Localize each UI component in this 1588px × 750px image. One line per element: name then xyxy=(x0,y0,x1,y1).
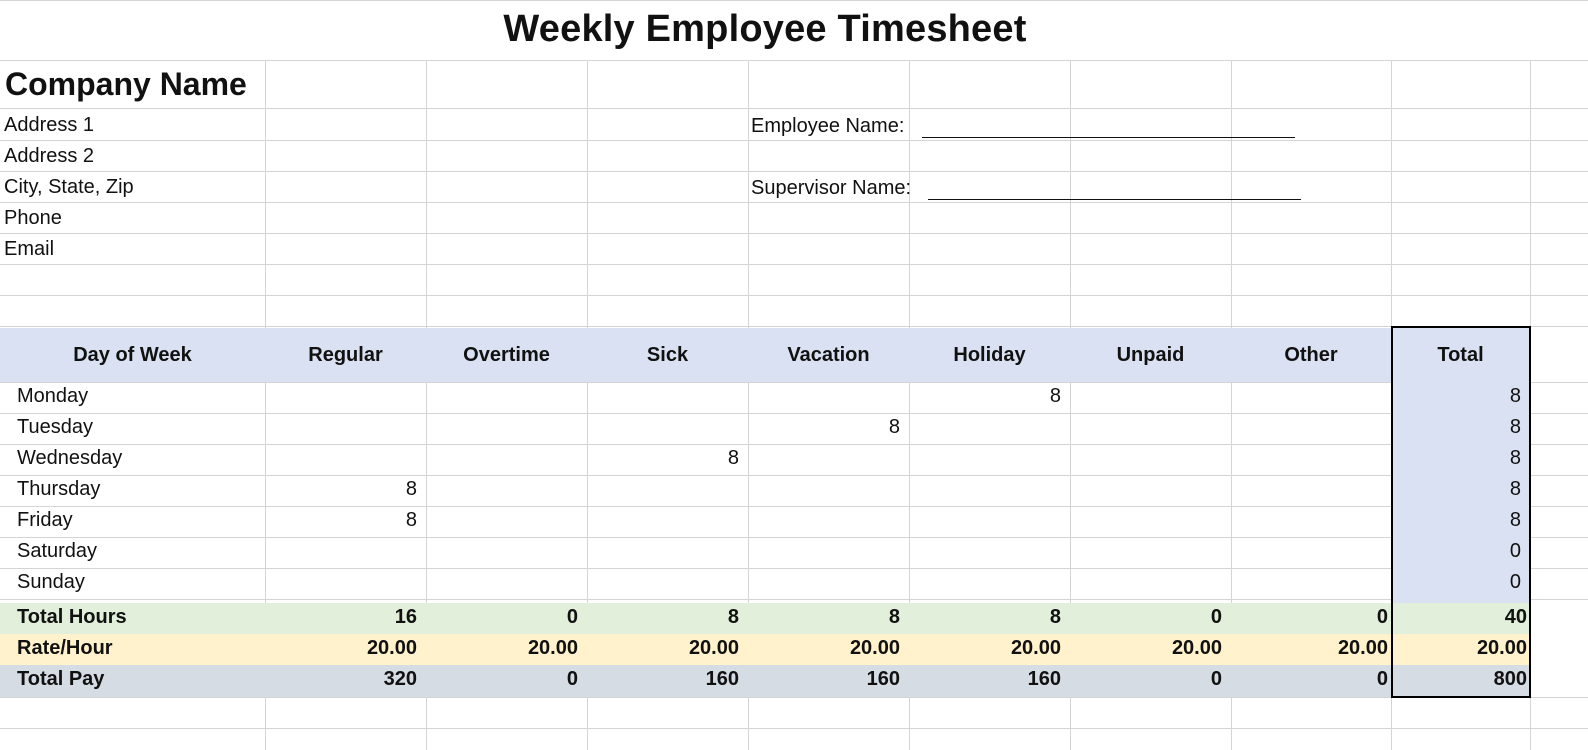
grid-row-line xyxy=(0,444,1588,445)
summary-value[interactable]: 160 xyxy=(866,668,900,690)
grid-row-line xyxy=(0,233,1588,234)
summary-value[interactable]: 320 xyxy=(383,668,417,690)
city-state-zip[interactable]: City, State, Zip xyxy=(4,176,134,198)
grid-row-line xyxy=(0,264,1588,265)
hours-cell[interactable] xyxy=(426,478,578,504)
summary-label: Total Hours xyxy=(17,606,127,628)
day-total-cell[interactable]: 8 xyxy=(1509,509,1521,531)
hours-cell[interactable] xyxy=(1231,447,1382,473)
grid-row-line xyxy=(0,506,1588,507)
column-header: Overtime xyxy=(463,344,550,366)
summary-value[interactable]: 8 xyxy=(727,606,739,628)
day-total-cell[interactable]: 8 xyxy=(1509,416,1521,438)
hours-cell[interactable] xyxy=(426,509,578,535)
summary-label: Rate/Hour xyxy=(17,637,113,659)
grid-row-line xyxy=(0,0,1588,1)
hours-cell[interactable] xyxy=(748,540,900,566)
summary-value[interactable]: 8 xyxy=(888,606,900,628)
summary-value[interactable]: 0 xyxy=(1210,606,1222,628)
summary-value[interactable]: 0 xyxy=(1376,606,1388,628)
hours-cell[interactable] xyxy=(587,509,739,535)
grid-row-line xyxy=(0,413,1588,414)
hours-cell[interactable] xyxy=(265,571,417,597)
column-header: Vacation xyxy=(787,344,870,366)
grid-row-line xyxy=(0,537,1588,538)
hours-cell[interactable] xyxy=(426,416,578,442)
hours-cell[interactable] xyxy=(909,571,1061,597)
grid-row-line xyxy=(0,202,1588,203)
day-label: Tuesday xyxy=(17,416,93,438)
hours-cell[interactable]: 8 xyxy=(1049,385,1061,407)
hours-cell[interactable] xyxy=(1070,540,1222,566)
column-header: Sick xyxy=(646,344,689,366)
summary-value[interactable]: 0 xyxy=(1210,668,1222,690)
summary-value[interactable]: 160 xyxy=(1027,668,1061,690)
summary-value[interactable]: 20.00 xyxy=(688,637,739,659)
grid-row-line xyxy=(0,697,1588,698)
summary-value[interactable]: 8 xyxy=(1049,606,1061,628)
hours-cell[interactable] xyxy=(748,385,900,411)
column-header: Other xyxy=(1284,344,1338,366)
employee-name-label: Employee Name: xyxy=(751,115,905,137)
hours-cell[interactable] xyxy=(1070,509,1222,535)
summary-label: Total Pay xyxy=(17,668,105,690)
grid-row-line xyxy=(0,475,1588,476)
hours-cell[interactable] xyxy=(909,447,1061,473)
day-total-cell[interactable]: 8 xyxy=(1509,385,1521,407)
grid-row-line xyxy=(0,60,1588,61)
column-header: Day of Week xyxy=(73,344,192,366)
day-total-cell[interactable]: 0 xyxy=(1509,540,1521,562)
company-name[interactable]: Company Name xyxy=(5,66,247,102)
hours-cell[interactable] xyxy=(265,447,417,473)
day-label: Saturday xyxy=(17,540,98,562)
day-label: Friday xyxy=(17,509,73,531)
grid-row-line xyxy=(0,108,1588,109)
grid-row-line xyxy=(0,295,1588,296)
summary-value[interactable]: 20.00 xyxy=(366,637,417,659)
grid-row-line xyxy=(0,728,1588,729)
hours-cell[interactable] xyxy=(909,478,1061,504)
hours-cell[interactable] xyxy=(587,540,739,566)
summary-value[interactable]: 40 xyxy=(1504,606,1527,628)
summary-value[interactable]: 0 xyxy=(566,606,578,628)
day-label: Wednesday xyxy=(17,447,123,469)
grid-row-line xyxy=(0,171,1588,172)
hours-cell[interactable] xyxy=(748,571,900,597)
hours-cell[interactable] xyxy=(265,416,417,442)
hours-cell[interactable] xyxy=(1231,571,1382,597)
column-header: Total xyxy=(1437,344,1484,366)
hours-cell[interactable] xyxy=(1070,478,1222,504)
summary-value[interactable]: 160 xyxy=(705,668,739,690)
hours-cell[interactable] xyxy=(426,385,578,411)
hours-cell[interactable] xyxy=(265,385,417,411)
hours-cell[interactable]: 8 xyxy=(405,478,417,500)
summary-value[interactable]: 0 xyxy=(566,668,578,690)
day-label: Thursday xyxy=(17,478,101,500)
day-label: Monday xyxy=(17,385,89,407)
summary-value[interactable]: 16 xyxy=(394,606,417,628)
day-total-cell[interactable]: 8 xyxy=(1509,447,1521,469)
hours-cell[interactable] xyxy=(909,540,1061,566)
hours-cell[interactable] xyxy=(1070,385,1222,411)
hours-cell[interactable] xyxy=(426,571,578,597)
hours-cell[interactable]: 8 xyxy=(727,447,739,469)
hours-cell[interactable] xyxy=(748,447,900,473)
summary-value[interactable]: 20.00 xyxy=(527,637,578,659)
column-header: Holiday xyxy=(953,344,1026,366)
hours-cell[interactable] xyxy=(1231,385,1382,411)
hours-cell[interactable] xyxy=(587,478,739,504)
hours-cell[interactable] xyxy=(1231,540,1382,566)
hours-cell[interactable] xyxy=(1070,416,1222,442)
summary-value[interactable]: 800 xyxy=(1493,668,1527,690)
hours-cell[interactable] xyxy=(587,571,739,597)
column-header: Unpaid xyxy=(1116,344,1185,366)
hours-cell[interactable] xyxy=(1070,447,1222,473)
hours-cell[interactable] xyxy=(1070,571,1222,597)
supervisor-name-field[interactable] xyxy=(928,199,1301,200)
day-total-cell[interactable]: 0 xyxy=(1509,571,1521,593)
hours-cell[interactable]: 8 xyxy=(405,509,417,531)
hours-cell[interactable] xyxy=(265,540,417,566)
grid-row-line xyxy=(0,568,1588,569)
address-1[interactable]: Address 1 xyxy=(4,114,95,136)
hours-cell[interactable] xyxy=(426,447,578,473)
hours-cell[interactable] xyxy=(1231,478,1382,504)
email[interactable]: Email xyxy=(4,238,55,260)
column-header: Regular xyxy=(308,344,383,366)
grid-row-line xyxy=(0,382,1588,383)
summary-value[interactable]: 0 xyxy=(1376,668,1388,690)
hours-cell[interactable] xyxy=(587,385,739,411)
hours-cell[interactable] xyxy=(1231,416,1382,442)
hours-cell[interactable] xyxy=(909,509,1061,535)
phone[interactable]: Phone xyxy=(4,207,62,229)
summary-value[interactable]: 20.00 xyxy=(849,637,900,659)
hours-cell[interactable] xyxy=(587,416,739,442)
grid-row-line xyxy=(0,599,1588,600)
summary-value[interactable]: 20.00 xyxy=(1337,637,1388,659)
hours-cell[interactable] xyxy=(909,416,1061,442)
hours-cell[interactable] xyxy=(1231,509,1382,535)
summary-value[interactable]: 20.00 xyxy=(1010,637,1061,659)
total-column-outline xyxy=(1391,326,1531,698)
summary-value[interactable]: 20.00 xyxy=(1476,637,1527,659)
supervisor-name-label: Supervisor Name: xyxy=(751,177,912,199)
page-title: Weekly Employee Timesheet xyxy=(503,8,1027,50)
address-2[interactable]: Address 2 xyxy=(4,145,95,167)
hours-cell[interactable] xyxy=(748,478,900,504)
employee-name-field[interactable] xyxy=(922,137,1295,138)
summary-value[interactable]: 20.00 xyxy=(1171,637,1222,659)
day-total-cell[interactable]: 8 xyxy=(1509,478,1521,500)
grid-row-line xyxy=(0,140,1588,141)
grid-row-line xyxy=(0,326,1588,327)
hours-cell[interactable] xyxy=(426,540,578,566)
day-label: Sunday xyxy=(17,571,85,593)
hours-cell[interactable] xyxy=(748,509,900,535)
hours-cell[interactable]: 8 xyxy=(888,416,900,438)
